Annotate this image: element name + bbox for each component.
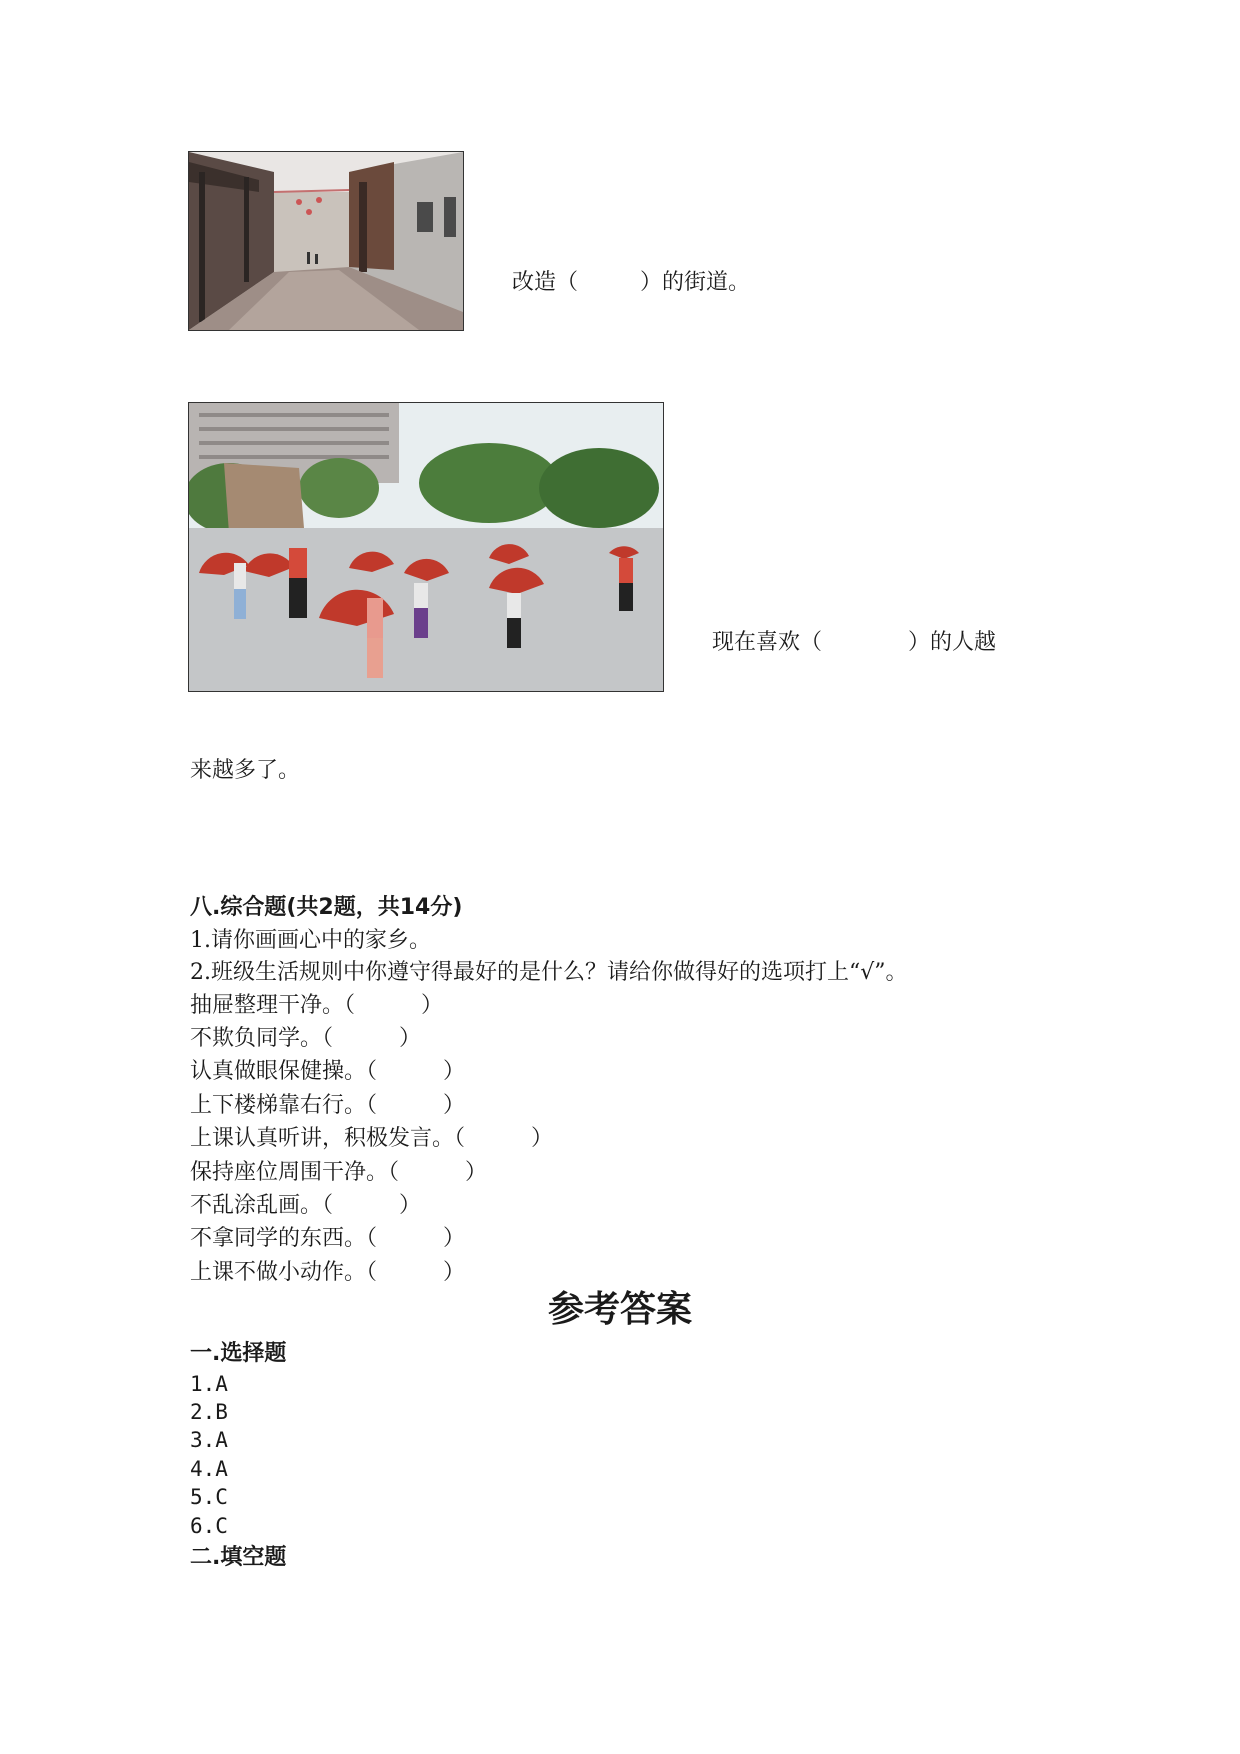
answer-1: 1.A (190, 1372, 228, 1396)
answers-title: 参考答案 (547, 1289, 692, 1330)
answer-2: 2.B (190, 1400, 228, 1424)
fan-caption (712, 628, 996, 658)
fan-caption-post: ）的人越 (908, 630, 997, 655)
option-9[interactable]: 上课不做小动作。（ ） (190, 1260, 466, 1285)
section8-item2: 2.班级生活规则中你遵守得最好的是什么？请给你做得好的选项打上“√”。 (190, 960, 908, 985)
option-6[interactable]: 保持座位周围干净。（ ） (190, 1160, 488, 1185)
option-4[interactable]: 上下楼梯靠右行。（ ） (190, 1093, 466, 1118)
section8-item1: 1.请你画画心中的家乡。 (190, 928, 431, 953)
answers-section2: 二.填空题 (190, 1545, 287, 1570)
answer-6: 6.C (190, 1514, 228, 1538)
fan-caption-continuation: 来越多了。 (190, 758, 301, 783)
answer-4: 4.A (190, 1457, 228, 1481)
option-2[interactable]: 不欺负同学。（ ） (190, 1026, 422, 1051)
street-caption-post: ）的街道。 (640, 270, 751, 295)
fan-dance-photo (188, 402, 664, 692)
option-3[interactable]: 认真做眼保健操。（ ） (190, 1059, 466, 1084)
fan-dance-illustration (189, 403, 663, 691)
option-1[interactable]: 抽屉整理干净。（ ） (190, 993, 444, 1018)
option-7[interactable]: 不乱涂乱画。（ ） (190, 1193, 422, 1218)
answers-section1: 一.选择题 (190, 1341, 287, 1366)
option-8[interactable]: 不拿同学的东西。（ ） (190, 1226, 466, 1251)
street-caption-pre: 改造（ (512, 270, 579, 295)
street-caption (512, 268, 750, 298)
option-5[interactable]: 上课认真听讲，积极发言。（ ） (190, 1126, 554, 1151)
street-photo-illustration (189, 152, 463, 330)
street-photo (188, 151, 464, 331)
fan-caption-pre: 现在喜欢（ (712, 630, 823, 655)
section8-heading: 八.综合题(共2题，共14分) (190, 895, 463, 920)
answer-3: 3.A (190, 1428, 228, 1452)
answer-5: 5.C (190, 1485, 228, 1509)
